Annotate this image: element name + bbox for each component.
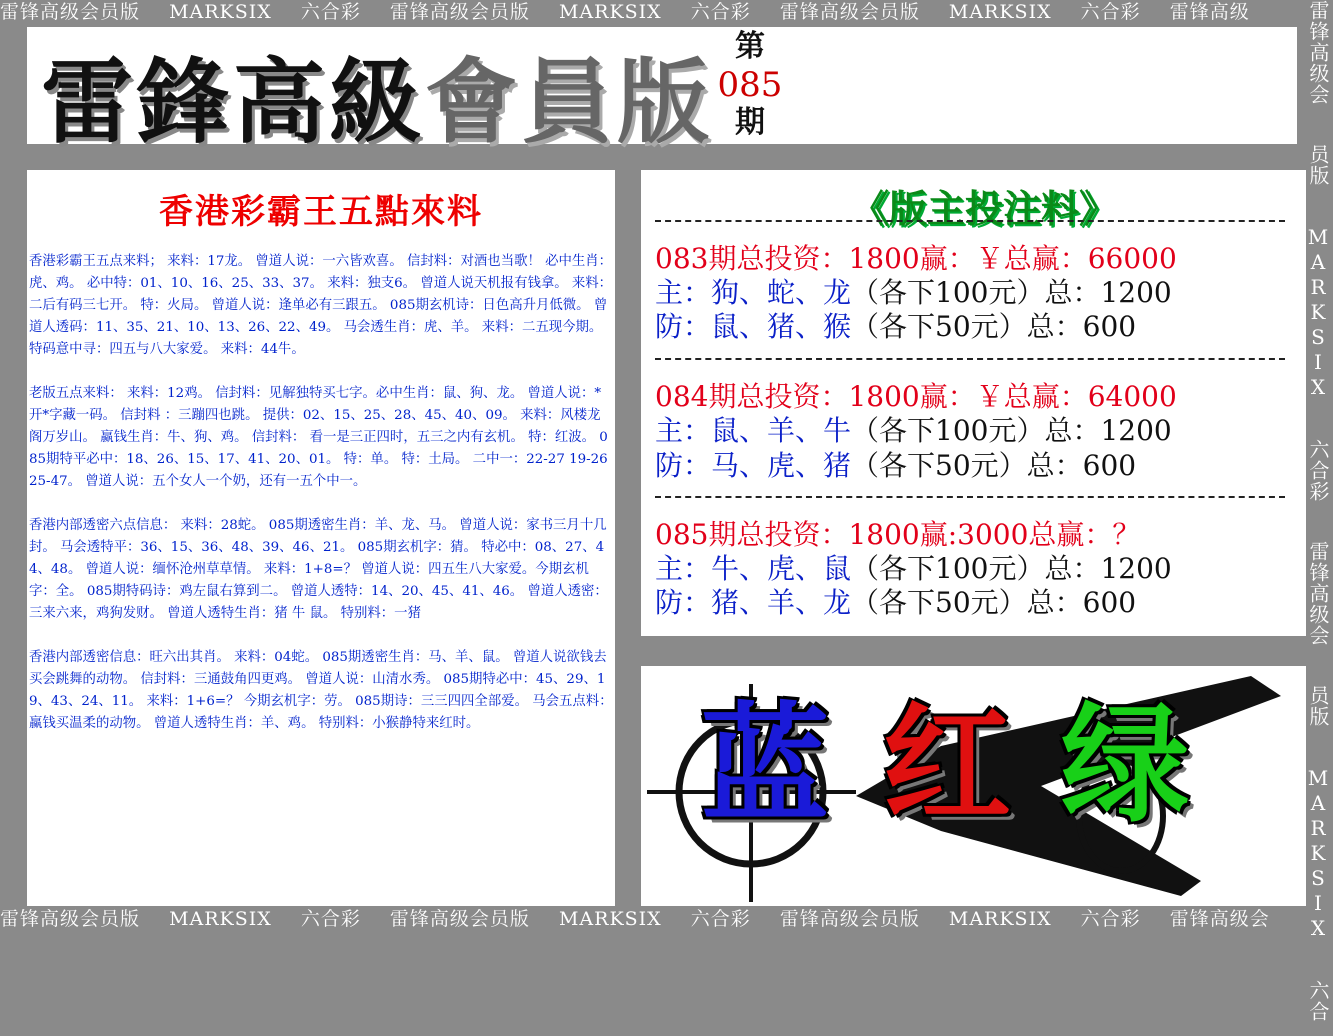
logo-blue-char: 蓝 [701,691,830,840]
band-text: MARKSIX [948,1,1052,23]
band-text: 六合彩 [1080,1,1141,23]
bet-guard-note: （各下50元）总：600 [851,586,1137,619]
band-text: MARKSIX [558,908,662,930]
band-text: 六合彩 [300,1,361,23]
bet-summary: 084期总投资：1800赢：￥总赢：64000 [655,380,1177,413]
bet-summary: 083期总投资：1800赢：￥总赢：66000 [655,242,1177,275]
band-text: 雷锋高级会 [1306,0,1330,105]
divider [655,496,1285,498]
band-text: MARKSIX [948,908,1052,930]
band-text: 六合彩 [1306,439,1330,502]
band-text: 雷锋高级会员版 [779,908,920,930]
band-text: 六合 [1306,980,1330,1022]
tips-paragraph: 香港彩霸王五点来料； 来料：17龙。 曾道人说：一六皆欢喜。 信封料：对酒也当歌！ 必中生肖：虎、鸡。 必中特：01、10、16、25、33、37。 来料：独支6。 曾道人说天机报有钱拿。 来料：二后有码三七开。 特：火局。 曾道人说：逢单必有三跟五。 085期玄机诗：日色高升月低微。 曾道人透码：11、35、21、10、13、26、22、49。 马会透生肖：虎、羊。 来料：二五现今期。 特码意中寻：四五与八大家爱。 来料：44牛。 [29,254,613,357]
tips-panel [27,170,615,906]
issue-number: 085 [717,65,783,105]
tips-paragraph: 香港内部透密信息：旺六出其肖。 来料：04蛇。 085期透密生肖：马、羊、鼠。 曾道人说欲钱去买会跳舞的动物。 信封料：三通鼓角四更鸡。 曾道人说：山清水秀。 085期特必中：45、29、19、43、24、11。 来料：1+6=？ 今期玄机字：劳。 085期诗：三三四四全部爱。 马会五点料：赢钱买温柔的动物。 曾道人透特生肖：羊、鸡。 特别料：小猴静特来红时。 [29,650,613,731]
bet-guard-row [655,310,1136,344]
bet-main-row [655,276,1172,310]
bet-main-label: 主：鼠、羊、牛 [655,414,852,447]
divider [655,358,1285,360]
bet-guard-row [655,449,1136,483]
bet-main-row [655,414,1172,448]
band-text: 雷锋高级会员版 [389,1,530,23]
header-banner [27,27,1297,156]
band-text: 六合彩 [1080,908,1141,930]
band-text: MARKSIX [169,1,272,23]
band-text: 雷锋高级会员版 [779,1,920,23]
bet-guard-label: 防：鼠、猪、猴 [655,310,852,343]
band-text: 雷锋高级 [1169,1,1250,23]
bet-guard-row [655,586,1136,620]
bets-title: 《版主投注料》 [851,186,1118,231]
right-watermark-band [1303,0,1333,1022]
divider [655,220,1285,222]
issue-suffix: 期 [735,105,765,140]
band-text: 雷锋高级会 [1169,908,1270,930]
logo-green-char: 绿 [1061,691,1190,840]
band-text: 雷锋高级会员版 [389,908,530,930]
band-text: 雷锋高级会员版 [0,908,141,930]
bet-guard-label: 防：猪、羊、龙 [655,586,852,619]
band-text: 雷锋高级会员版 [0,1,141,23]
bet-main-note: （各下100元）总：1200 [851,414,1172,447]
band-text: 员版 [1306,685,1330,727]
issue-prefix: 第 [735,29,765,64]
band-text: 六合彩 [690,908,751,930]
logo-red-char: 红 [883,691,1012,840]
tips-paragraph: 老版五点来料： 来料：12鸡。 信封料：见解独特买七字。必中生肖：鼠、狗、龙。 曾道人说：*开*字藏一码。 信封料 ：三蹦四也跳。 提供：02、15、25、28、45、40、09。 来料：风楼龙阁万岁山。 赢钱生肖：牛、狗、鸡。 信封料： 看一是三正四时，五三之内有玄机。 特：红波。 085期特平必中：18、26、15、17、41、20、01。 特：单。 特：土局。 二中一：22-27 19-26 25-47。 曾道人说：五个女人一个奶，还有一五个中一。 [29,386,612,489]
band-text: 六合彩 [300,908,361,930]
band-text: MARKSIX [558,1,662,23]
band-text: MARKSIX [1306,766,1330,941]
bet-summary: 085期总投资：1800赢:3000总赢：？ [655,518,1141,551]
bet-main-note: （各下100元）总：1200 [851,552,1172,585]
tips-paragraph: 香港内部透密六点信息： 来料：28蛇。 085期透密生肖：羊、龙、马。 曾道人说：家书三月十几封。 马会透特平：36、15、36、48、39、46、21。 085期玄机字：猜。 特必中：08、27、44、48。 曾道人说：缅怀沧州草草情。 来料：1+8=？ 曾道人说：四五生八大家爱。今期玄机字：全。 085期特码诗：鸡左鼠右算到二。 曾道人透特：14、20、45、41、46。 曾道人透密：三来六来，鸡狗发财。 曾道人透特生肖：猪 牛 鼠。 特别料：一猪 [29,518,608,621]
band-text: 六合彩 [690,1,751,23]
bet-main-label: 主：狗、蛇、龙 [655,276,852,309]
bet-main-label: 主：牛、虎、鼠 [655,552,852,585]
bet-guard-label: 防：马、虎、猪 [655,449,852,482]
band-text: 雷锋高级会 [1306,541,1330,646]
title-light: 會員版 [425,49,714,156]
top-watermark-band [0,0,1300,24]
bet-main-note: （各下100元）总：1200 [851,276,1172,309]
band-text: 员版 [1306,144,1330,186]
issue-badge [715,29,785,141]
bet-main-row [655,552,1172,586]
title-dark: 雷鋒高級 [41,49,426,156]
band-text: MARKSIX [169,908,272,930]
bets-panel [641,170,1306,636]
bet-guard-note: （各下50元）总：600 [851,310,1137,343]
logo-panel [641,666,1306,906]
bet-guard-note: （各下50元）总：600 [851,449,1137,482]
band-text: MARKSIX [1306,225,1330,400]
page-title [41,29,713,161]
bottom-watermark-band [0,906,1333,933]
tips-title: 香港彩霸王五點來料 [159,192,483,232]
